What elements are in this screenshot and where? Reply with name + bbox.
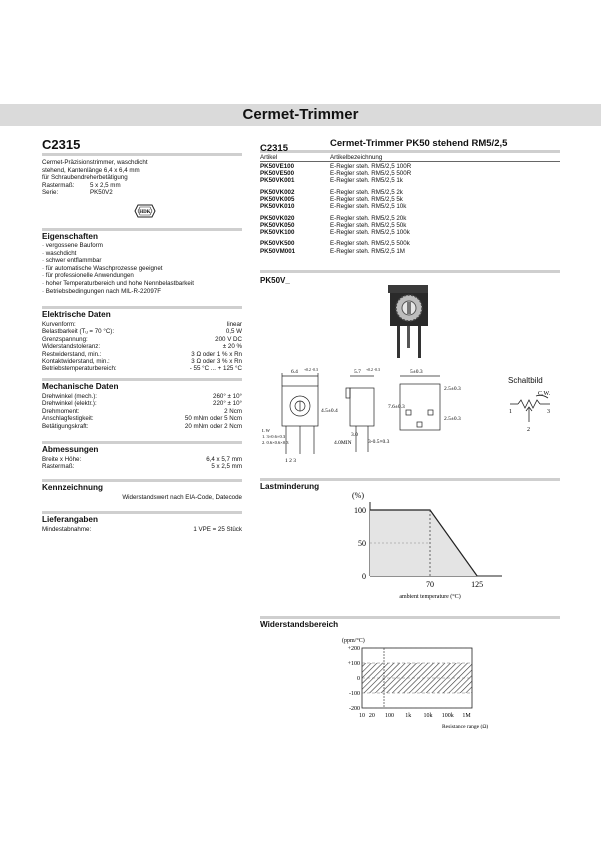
col-artikel: Artikel [260,154,278,161]
article-code: PK50VK005 [260,196,295,203]
x-tick-label: 1M [462,713,471,719]
article-desc: E-Regler steh. RM5/2,5 10k [330,203,407,211]
divider [42,228,242,231]
data-row: Restwiderstand, min.: 3 Ω oder 1 % x Rn [42,350,242,358]
cw-label: C.W. [538,391,551,397]
dim-top-mid-tol: +0.2 -0.3 [366,368,380,372]
article-code: PK50VK002 [260,188,295,196]
article-code: PK50VK050 [260,221,295,229]
data-row: Grenzspannung: 200 V DC [42,335,242,343]
dim-top-right: 5±0.3 [410,369,423,375]
raster-value: 5 x 2,5 mm [90,181,121,189]
legend-3: 2. 0.6×0.6×0.3 [262,440,289,445]
dim-top-mid: 5.7 [354,369,361,375]
dim-05: 3-0.5×0.3 [368,439,390,445]
table-row [260,248,560,255]
hdk-logo-icon [134,204,156,218]
y-tick-label: 100 [354,506,366,515]
serie-value: PK50V2 [90,189,113,197]
article-desc: E-Regler steh. RM5/2,5 500k [330,240,410,248]
photo-label: PK50V_ [260,276,290,285]
data-row: Betriebstemperaturbereich: - 55 °C ... + 125 °C [42,365,242,373]
article-desc: E-Regler steh. RM5/2,5 100R [330,163,412,170]
description [42,159,242,197]
sch-pin-2: 2 [527,427,530,433]
article-code: PK50VK500 [260,240,295,248]
article-desc: E-Regler steh. RM5/2,5 1k [330,177,403,185]
x-tick-label: 1k [405,713,412,719]
logo-text: HDK [139,210,151,216]
list-item: · hoher Temperaturbereich und hohe Nennbelastbarkeit [42,279,194,287]
x-tick-label: 20 [368,713,375,719]
pin-numbers: 1 2 3 [285,458,296,464]
legend-1: L W [262,428,270,433]
dim-min: 4.0MIN [334,440,352,446]
widerstandsbereich-title: Widerstandsbereich [260,620,339,629]
y-tick-label: -200 [349,706,360,712]
y-tick-label: -100 [349,691,360,697]
data-row: Rastermaß: 5 x 2,5 mm [42,463,242,471]
right-title: Cermet-Trimmer PK50 stehend RM5/2,5 [330,138,508,149]
y-tick-label: +200 [347,646,360,652]
eigenschaften-title: Eigenschaften [42,232,98,241]
title-bar [0,104,601,126]
dim-top-left: 6.4 [291,369,298,375]
kennzeichnung-title: Kennzeichnung [42,483,103,492]
table-row [260,189,560,196]
data-row: Drehwinkel (elektr.): 220° ± 10° [42,400,242,408]
widerstandsbereich-chart [336,630,496,740]
x-tick-label: 70 [426,580,434,589]
y-tick-label: 0 [357,676,360,682]
abmessungen-section [42,445,242,475]
x-label: Resistance range (Ω) [442,724,489,730]
x-tick-label: 10 [359,713,365,719]
y-label: (ppm/°C) [342,638,365,644]
kennzeichnung-section [42,483,242,505]
article-desc: E-Regler steh. RM5/2,5 1M [330,247,405,255]
list-item: · waschdicht [42,249,77,257]
table-row [260,170,560,177]
dim-25b: 2.5±0.3 [444,416,461,422]
list-item: · für professionelle Anwendungen [42,272,134,280]
article-desc: E-Regler steh. RM5/2,5 5k [330,196,403,203]
y-tick-label: 50 [358,539,366,548]
article-desc: E-Regler steh. RM5/2,5 50k [330,221,407,229]
table-row [260,240,560,247]
divider [42,511,242,514]
divider [42,441,242,444]
table-row [260,203,560,210]
right-code: C2315 [260,143,288,154]
col-bezeichnung: Artikelbezeichnung [330,154,383,161]
sch-pin-1: 1 [509,409,512,415]
article-desc: E-Regler steh. RM5/2,5 2k [330,188,403,196]
data-row: Betätigungskraft: 20 mNm oder 2 Ncm [42,422,242,430]
data-row: Drehwinkel (mech.): 260° ± 10° [42,393,242,400]
abmessungen-title: Abmessungen [42,445,99,454]
trimmer-photo [385,280,435,360]
article-code: PK50VE100 [260,163,295,170]
data-row: Mindestabnahme: 1 VPE = 25 Stück [42,526,242,533]
article-table [260,154,560,264]
y-label: (%) [352,491,364,500]
left-column [42,137,242,197]
x-tick-label: 100 [385,713,394,719]
dim-3: 3.0 [351,432,358,438]
dim-25a: 2.5±0.3 [444,386,461,392]
lastminderung-chart [330,488,530,608]
elektrische-section [42,310,242,376]
lastminderung-title: Lastminderung [260,482,320,491]
x-tick-label: 100k [441,713,454,719]
article-code: PK50VK020 [260,214,295,222]
kennzeichnung-text: Widerstandswert nach EIA-Code, Datecode [122,494,242,501]
schematic-icon [508,386,554,436]
lieferangaben-section [42,515,242,537]
dim-76: 7.6±0.3 [388,404,405,410]
article-desc: E-Regler steh. RM5/2,5 500R [330,170,412,178]
lieferangaben-title: Lieferangaben [42,515,98,524]
divider [42,306,242,309]
page-title: Cermet-Trimmer [242,106,359,123]
table-row [260,215,560,222]
data-row: Breite x Höhe: 6,4 x 5,7 mm [42,456,242,463]
article-code: PK50VK100 [260,229,295,236]
article-code: PK50VE500 [260,170,295,178]
y-tick-label: +100 [347,661,360,667]
mechanische-section [42,382,242,434]
divider [42,153,242,156]
desc-line: stehend, Kantenlänge 6,4 x 6,4 mm [42,166,140,174]
list-item: · Betriebsbedingungen nach MIL-R-22097F [42,287,162,295]
article-desc: E-Regler steh. RM5/2,5 20k [330,214,407,222]
schaltbild-label: Schaltbild [508,376,543,385]
article-code: PK50VK001 [260,177,295,185]
y-tick-label: 0 [362,572,366,581]
table-row [260,163,560,170]
serie-label: Serie: [42,189,59,197]
list-item: · vergossene Bauform [42,242,103,249]
data-row: Drehmoment: 2 Ncm [42,407,242,415]
table-row [260,177,560,184]
divider [42,479,242,482]
x-label: ambient temperature (°C) [399,594,461,600]
desc-line: Cermet-Präzisionstrimmer, waschdicht [42,159,148,166]
table-row [260,222,560,229]
elektrische-title: Elektrische Daten [42,310,111,319]
x-tick-label: 125 [471,580,484,589]
data-row: Anschlagfestigkeit: 50 mNm oder 5 Ncm [42,415,242,423]
article-code: PK50VK010 [260,203,295,211]
x-tick-label: 10k [423,713,433,719]
divider [42,378,242,381]
article-desc: E-Regler steh. RM5/2,5 100k [330,229,410,236]
article-code: PK50VM001 [260,247,296,255]
list-item: · schwer entflammbar [42,257,102,265]
table-row [260,229,560,236]
data-row: Belastbarkeit (Tᵤ = 70 °C): 0,5 W [42,328,242,336]
mechanische-title: Mechanische Daten [42,382,119,391]
legend-2: 1. 3×0.6×0.3 [262,434,286,439]
dim-h: 4.5±0.4 [321,408,338,414]
eigenschaften-section [42,232,242,295]
data-row: Kontaktwiderstand, min.: 3 Ω oder 3 % x Rn [42,358,242,365]
data-row: Kurvenform: linear [42,321,242,328]
divider [260,616,560,619]
table-row [260,196,560,203]
divider [260,478,560,481]
divider [260,270,560,273]
left-code: C2315 [42,137,81,152]
list-item: · für automatische Waschprozesse geeignet [42,264,163,272]
sch-pin-3: 3 [547,409,550,415]
data-row: Widerstandstoleranz: ± 20 % [42,343,242,351]
dim-top-left-tol: +0.2 -0.3 [304,368,318,372]
raster-label: Rastermaß: [42,181,75,189]
desc-line: für Schraubendreherbetätigung [42,174,128,182]
